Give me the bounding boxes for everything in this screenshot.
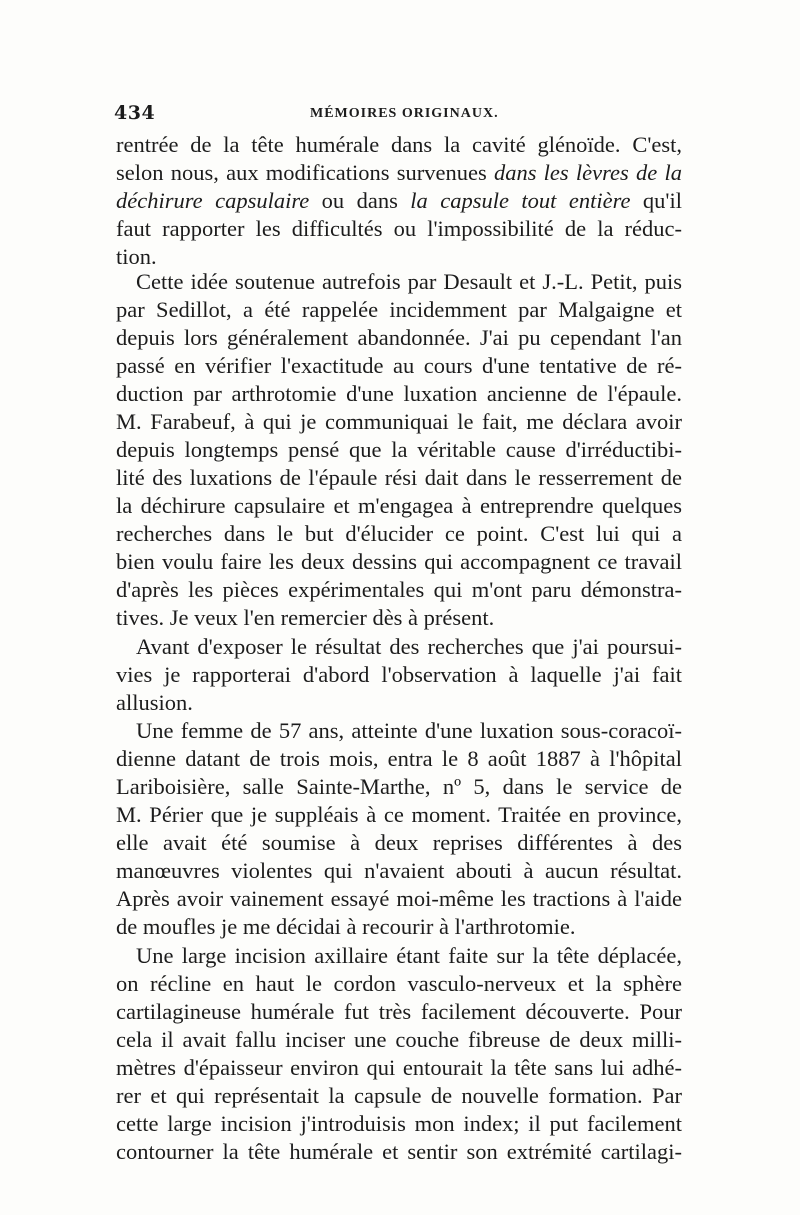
text-line: tion. <box>116 244 157 269</box>
page-number: 434 <box>114 102 156 124</box>
text-fragment: selon nous, aux modifications survenues dans les lèvres de la <box>116 160 682 185</box>
text-line: cela il avait fallu inciser une couche fibreuse de deux milli- <box>116 1027 682 1052</box>
text-line: faut rapporter les difficultés ou l'impossibilité de la réduc- <box>116 216 682 241</box>
text-line: vies je rapporterai d'abord l'observation à laquelle j'ai fait <box>116 662 682 687</box>
text-line: la déchirure capsulaire et m'engagea à entreprendre quelques <box>116 493 682 518</box>
text-line: M. Farabeuf, à qui je communiquai le fait, me déclara avoir <box>116 409 682 434</box>
text-line: contourner la tête humérale et sentir son extrémité cartilagi- <box>116 1139 682 1164</box>
text-line: cette large incision j'introduisis mon index; il put facilement <box>116 1111 682 1136</box>
text-line: depuis lors généralement abandonnée. J'ai pu cependant l'an <box>116 325 682 350</box>
text-line: rentrée de la tête humérale dans la cavité glénoïde. C'est, <box>116 132 682 157</box>
text-line: elle avait été soumise à deux reprises différentes à des <box>116 830 682 855</box>
text-line: manœuvres violentes qui n'avaient abouti à aucun résultat. <box>116 858 682 883</box>
text-line: mètres d'épaisseur environ qui entourait la tête sans lui adhé- <box>116 1055 682 1080</box>
page-header <box>114 102 680 128</box>
text-line: de moufles je me décidai à recourir à l'arthrotomie. <box>116 914 576 939</box>
text-line: déchirure capsulaire ou dans la capsule tout entière qu'il <box>116 188 682 213</box>
text-line: lité des luxations de l'épaule rési dait dans le resserrement de <box>116 465 682 490</box>
text-line: Lariboisière, salle Sainte-Marthe, nº 5, dans le service de <box>116 774 682 799</box>
running-title: MÉMOIRES ORIGINAUX. <box>310 106 499 121</box>
paragraph-first-line: Avant d'exposer le résultat des recherches que j'ai poursui- <box>136 634 682 659</box>
text-line: bien voulu faire les deux dessins qui accompagnent ce travail <box>116 549 682 574</box>
text-line: recherches dans le but d'élucider ce point. C'est lui qui a <box>116 521 682 546</box>
text-line: rer et qui représentait la capsule de nouvelle formation. Par <box>116 1083 682 1108</box>
text-line: Après avoir vainement essayé moi-même les tractions à l'aide <box>116 886 682 911</box>
text-line: d'après les pièces expérimentales qui m'ont paru démonstra- <box>116 577 682 602</box>
text-line: dienne datant de trois mois, entra le 8 août 1887 à l'hôpital <box>116 746 682 771</box>
paragraph-first-line: Une large incision axillaire étant faite sur la tête déplacée, <box>136 943 682 968</box>
text-line: M. Périer que je suppléais à ce moment. Traitée en province, <box>116 802 682 827</box>
text-line: passé en vérifier l'exactitude au cours d'une tentative de ré- <box>116 353 682 378</box>
text-line: on récline en haut le cordon vasculo-nerveux et la sphère <box>116 971 682 996</box>
text-line: cartilagineuse humérale fut très facilement découverte. Pour <box>116 999 682 1024</box>
text-line-italic <box>116 159 682 187</box>
text-line: tives. Je veux l'en remercier dès à présent. <box>116 605 495 630</box>
text-line: duction par arthrotomie d'une luxation ancienne de l'épaule. <box>116 381 682 406</box>
text-line: par Sedillot, a été rappelée incidemment par Malgaigne et <box>116 297 682 322</box>
text-line: depuis longtemps pensé que la véritable cause d'irréductibi- <box>116 437 682 462</box>
paragraph-first-line: Cette idée soutenue autrefois par Desault et J.-L. Petit, puis <box>136 269 682 294</box>
text-line: allusion. <box>116 690 193 715</box>
paragraph-first-line: Une femme de 57 ans, atteinte d'une luxation sous-coracoï- <box>136 718 682 743</box>
